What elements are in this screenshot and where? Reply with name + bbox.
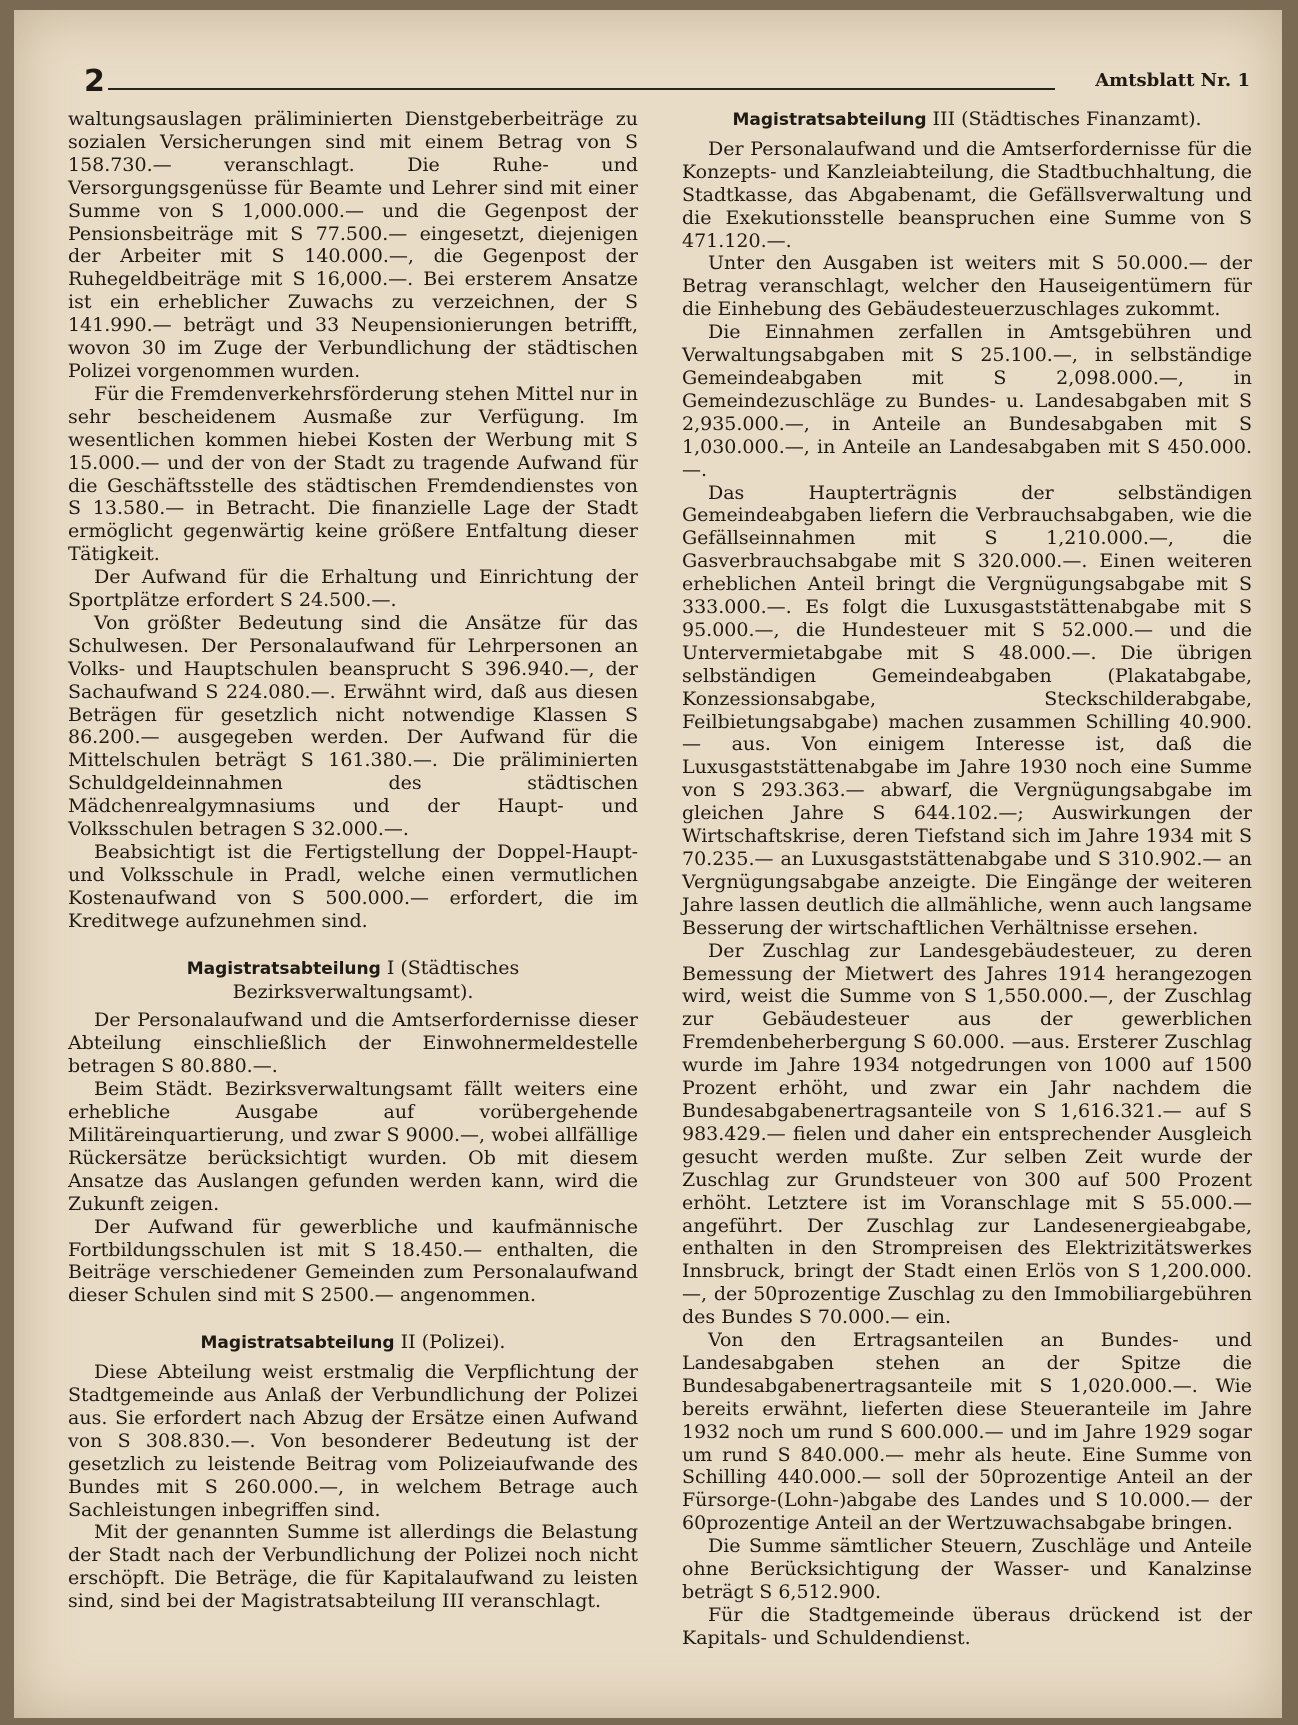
- heading-bold: Magistratsabteilung: [200, 1333, 395, 1354]
- paragraph: Für die Stadtgemeinde überaus drückend ist der Kapitals- und Schuldendienst.: [682, 1603, 1252, 1649]
- right-column: [682, 108, 1252, 1650]
- heading-rest: I (Städtisches Bezirksverwaltungsamt).: [232, 956, 520, 1003]
- heading-rest: II (Polizei).: [394, 1331, 506, 1354]
- paragraph: Der Zuschlag zur Landesgebäudesteuer, zu deren Bemessung der Mietwert des Jahres 1914 herangezogen wird, weist die Summe von S 1,550.000.—, der Zuschlag zur Gebäudesteuer aus der gewerblichen Fremdenbeherbergung S 60.000. —aus. Ersterer Zuschlag wurde im Jahre 1934 notgedrungen von 1000 auf 1500 Prozent erhöht, und zwar ein Jahr nachdem die Bundesabgabenertragsanteile von S 1,616.321.— auf S 983.429.— fielen und daher ein entsprechender Ausgleich gesucht werden mußte. Zur selben Zeit wurde der Zuschlag zur Grundsteuer von 300 auf 500 Prozent erhöht. Letztere ist im Voranschlage mit S 55.000.— angeführt. Der Zuschlag zur Landesenergieabgabe, enthalten in den Strompreisen des Elektrizitätswerkes Innsbruck, bringt der Stadt einen Erlös von S 1,200.000.—, der 50prozentige Zuschlag zu den Immobiliargebühren des Bundes S 70.000.— ein.: [682, 939, 1252, 1329]
- paragraph: Das Haupterträgnis der selbständigen Gemeindeabgaben liefern die Verbrauchsabgaben, wie die Gefällseinnahmen mit S 1,210.000.—, die Gasverbrauchsabgabe mit S 320.000.—. Einen weiteren erheblichen Anteil bringt die Vergnügungsabgabe mit S 333.000.—. Es folgt die Luxusgaststättenabgabe mit S 95.000.—, die Hundesteuer mit S 52.000.— und die Untervermietabgabe mit S 48.000.—. Die übrigen selbständigen Gemeindeabgaben (Plakatabgabe, Konzessionsabgabe, Steckschilderabgabe, Feilbietungsabgabe) machen zusammen Schilling 40.900.— aus. Von einigem Interesse ist, daß die Luxusgaststättenabgabe im Jahre 1930 noch eine Summe von S 293.363.— abwarf, die Vergnügungsabgabe im gleichen Jahre S 644.102.—; Auswirkungen der Wirtschaftskrise, deren Tiefstand sich im Jahre 1934 mit S 70.235.— an Luxusgaststättenabgabe und S 310.902.— an Vergnügungsabgabe anzeigte. Die Eingänge der weiteren Jahre lassen deutlich die allmähliche, wenn auch langsame Besserung der wirtschaftlichen Verhältnisse ersehen.: [682, 481, 1252, 939]
- issue-title: Amtsblatt Nr. 1: [1095, 70, 1250, 91]
- paragraph: Beim Städt. Bezirksverwaltungsamt fällt weiters eine erhebliche Ausgabe auf vorübergehende Militäreinquartierung, und zwar S 9000.—, wobei allfällige Rückersätze berücksichtigt wurden. Ob mit diesem Ansatze das Auslangen gefunden werden kann, wird die Zukunft zeigen.: [68, 1078, 638, 1215]
- newspaper-page: [14, 10, 1282, 1718]
- section-heading: [682, 108, 1252, 132]
- section-heading: [68, 957, 638, 1004]
- heading-bold: Magistratsabteilung: [186, 958, 381, 979]
- paragraph: Der Aufwand für gewerbliche und kaufmännische Fortbildungsschulen ist mit S 18.450.— enthalten, die Beiträge verschiedener Gemeinden zum Personalaufwand dieser Schulen sind mit S 2500.— angenommen.: [68, 1215, 638, 1307]
- paragraph: Der Personalaufwand und die Amtserfordernisse dieser Abteilung einschließlich der Einwohnermeldestelle betragen S 80.880.—.: [68, 1009, 638, 1078]
- page-header: [72, 62, 1250, 102]
- paragraph: Beabsichtigt ist die Fertigstellung der Doppel-Haupt- und Volksschule in Pradl, welche einen vermutlichen Kostenaufwand von S 500.000.— erfordert, die im Kreditwege aufzunehmen sind.: [68, 841, 638, 932]
- paragraph: Diese Abteilung weist erstmalig die Verpflichtung der Stadtgemeinde aus Anlaß der Verbundlichung der Polizei aus. Sie erfordert nach Abzug der Ersätze einen Aufwand von S 308.830.—. Von besonderer Bedeutung ist der gesetzlich zu leistende Beitrag vom Polizeiaufwande des Bundes mit S 260.000.—, in welchem Betrage auch Sachleistungen inbegriffen sind.: [68, 1361, 638, 1521]
- paragraph: Mit der genannten Summe ist allerdings die Belastung der Stadt nach der Verbundlichung der Polizei noch nicht erschöpft. Die Beträge, die für Kapitalaufwand zu leisten sind, sind bei der Magistratsabteilung III veranschlagt.: [68, 1521, 638, 1613]
- paragraph: Der Aufwand für die Erhaltung und Einrichtung der Sportplätze erfordert S 24.500.—.: [68, 566, 638, 612]
- left-column: [68, 108, 638, 1613]
- header-rule: [108, 88, 1055, 90]
- heading-rest: III (Städtisches Finanzamt).: [926, 108, 1202, 130]
- heading-bold: Magistratsabteilung: [732, 110, 927, 130]
- section-heading: [68, 1331, 638, 1355]
- paragraph: Von größter Bedeutung sind die Ansätze für das Schulwesen. Der Personalaufwand für Lehrpersonen an Volks- und Hauptschulen beansprucht S 396.940.—, der Sachaufwand S 224.080.—. Erwähnt wird, daß aus diesen Beträgen für gesetzlich nicht notwendige Klassen S 86.200.— ausgegeben werden. Der Aufwand für die Mittelschulen beträgt S 161.380.—. Die präliminierten Schuldgeldeinnahmen des städtischen Mädchenrealgymnasiums und der Haupt- und Volksschulen betragen S 32.000.—.: [68, 611, 638, 841]
- paragraph: Die Einnahmen zerfallen in Amtsgebühren und Verwaltungsabgaben mit S 25.100.—, in selbständige Gemeindeabgaben mit S 2,098.000.—, in Gemeindezuschläge zu Bundes- u. Landesabgaben mit S 2,935.000.—, in Anteile an Bundesabgaben mit S 1,030.000.—, in Anteile an Landesabgaben mit S 450.000.—.: [682, 321, 1252, 481]
- paragraph: Unter den Ausgaben ist weiters mit S 50.000.— der Betrag veranschlagt, welcher den Hauseigentümern für die Einhebung des Gebäudesteuerzuschlages zukommt.: [682, 252, 1252, 321]
- page-number: 2: [84, 64, 105, 99]
- paragraph: Für die Fremdenverkehrsförderung stehen Mittel nur in sehr bescheidenem Ausmaße zur Verfügung. Im wesentlichen kommen hiebei Kosten der Werbung mit S 15.000.— und der von der Stadt zu tragende Aufwand für die Geschäftsstelle des städtischen Fremdendienstes von S 13.580.— in Betracht. Die finanzielle Lage der Stadt ermöglicht gegenwärtig keine größere Entfaltung dieser Tätigkeit.: [68, 382, 638, 566]
- paragraph: waltungsauslagen präliminierten Dienstgeberbeiträge zu sozialen Versicherungen sind mit einem Betrag von S 158.730.— veranschlagt. Die Ruhe- und Versorgungsgenüsse für Beamte und Lehrer sind mit einer Summe von S 1,000.000.— und die Gegenpost der Pensionsbeiträge mit S 77.500.— eingesetzt, diejenigen der Arbeiter mit S 140.000.—, die Gegenpost der Ruhegeldbeiträge mit S 16,000.—. Bei ersterem Ansatze ist ein erheblicher Zuwachs zu verzeichnen, der S 141.990.— beträgt und 33 Neupensionierungen betrifft, wovon 30 im Zuge der Verbundlichung der städtischen Polizei vorgenommen wurden.: [68, 108, 638, 382]
- paragraph: Die Summe sämtlicher Steuern, Zuschläge und Anteile ohne Berücksichtigung der Wasser- und Kanalzinse beträgt S 6,512.900.: [682, 1535, 1252, 1603]
- paragraph: Der Personalaufwand und die Amtserfordernisse für die Konzepts- und Kanzleiabteilung, die Stadtbuchhaltung, die Stadtkasse, das Abgabenamt, die Gefällsverwaltung und die Exekutionsstelle beanspruchen eine Summe von S 471.120.—.: [682, 137, 1252, 252]
- paragraph: Von den Ertragsanteilen an Bundes- und Landesabgaben stehen an der Spitze die Bundesabgabenertragsanteile mit S 1,020.000.—. Wie bereits erwähnt, lieferten diese Steueranteile im Jahre 1932 noch um rund S 600.000.— und im Jahre 1929 sogar um rund S 840.000.— mehr als heute. Eine Summe von Schilling 440.000.— soll der 50prozentige Anteil an der Fürsorge-(Lohn-)abgabe des Landes und S 10.000.— der 60prozentige Anteil an der Wertzuwachsabgabe bringen.: [682, 1329, 1252, 1535]
